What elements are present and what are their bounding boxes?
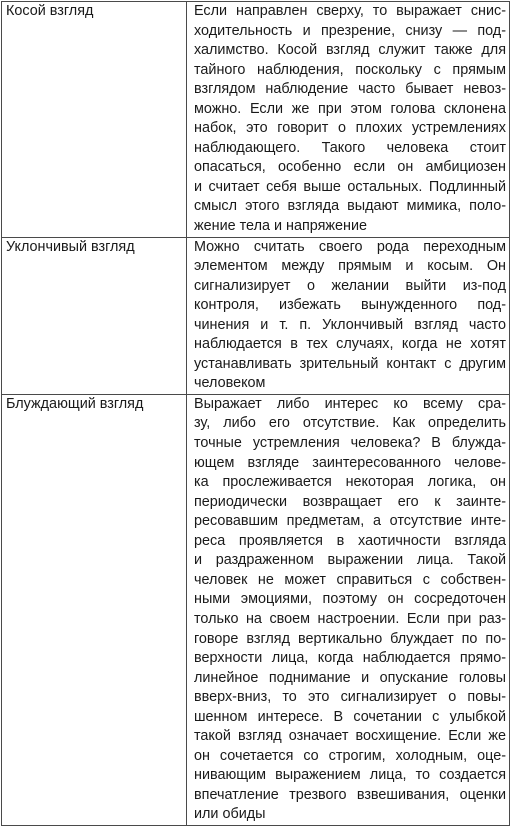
description-line: халимство. Косой взгляд служит также для <box>194 42 506 59</box>
table-row <box>2 2 510 238</box>
description-line: нивающим выражением лица, то создается <box>194 767 506 784</box>
description-line: или обиды <box>194 806 266 823</box>
description-line: верхности лица, когда наблюдается прямо- <box>194 650 506 667</box>
gaze-types-table <box>1 1 510 826</box>
description-line: контроля, избежать вынужденного под- <box>194 297 506 314</box>
description-line: реса проявляется в хаотичности взгляда <box>194 532 506 549</box>
description-line: жение тела и напряжение <box>194 218 368 235</box>
description-line: ющем взгляде заинтересованного челове- <box>194 454 506 471</box>
description-line: впечатление трезвого взвешивания, оценки <box>194 786 506 803</box>
description-line: устанавливать зрительный контакт с другим <box>194 355 506 372</box>
gaze-type-description <box>187 394 510 825</box>
description-line: только на своем настроении. Если при раз- <box>194 610 506 627</box>
description-line: периодически возвращает его к заинте- <box>194 493 506 510</box>
description-line: линейное поднимание и опускание головы <box>194 669 506 686</box>
description-line: Если направлен сверху, то выражает снис- <box>194 3 506 19</box>
description-line: набок, это говорит о плохих устремлениях <box>194 120 506 137</box>
gaze-type-description <box>187 237 510 394</box>
description-line: такой взгляд означает восхищение. Если же <box>194 728 506 745</box>
table-row <box>2 237 510 394</box>
description-line: чинения и т. п. Уклончивый взгляд часто <box>194 316 506 333</box>
description-line: наблюдается в тех случаях, когда не хотят <box>194 336 506 353</box>
description-line: смысл этого взгляда выдают мимика, поло- <box>194 198 506 215</box>
description-line: ными эмоциями, поэтому он сосредоточен <box>194 591 506 608</box>
gaze-type-term: Косой взгляд <box>2 2 187 238</box>
gaze-type-term: Блуждающий взгляд <box>2 394 187 825</box>
description-line: ка прослеживается некоторая логика, он <box>194 474 506 491</box>
table-row <box>2 394 510 825</box>
description-line: Выражает либо интерес ко всему сра- <box>194 395 506 412</box>
description-line: и раздраженном выражении лица. Такой <box>194 552 506 569</box>
description-line: вверх-вниз, то это сигнализирует о повы- <box>194 689 506 706</box>
gaze-type-description <box>187 2 510 238</box>
description-line: наблюдающего. Такого человека стоит <box>194 139 506 156</box>
description-line: сигнализирует о желании выйти из-под <box>194 277 506 294</box>
description-line: человек не может справиться с собствен- <box>194 571 506 588</box>
description-line: элементом между прямым и косым. Он <box>194 258 506 275</box>
description-line: и считает себя выше остальных. Подлинный <box>194 178 506 195</box>
description-line: Можно считать своего рода переходным <box>194 238 506 255</box>
gaze-type-term: Уклончивый взгляд <box>2 237 187 394</box>
description-line: точные устремления человека? В блужда- <box>194 435 506 452</box>
description-line: ходительность и презрение, снизу — под- <box>194 22 506 39</box>
description-line: можно. Если же при этом голова склонена <box>194 100 506 117</box>
description-line: он сочетается со строгим, холодным, оце- <box>194 747 506 764</box>
description-line: зу, либо его отсутствие. Как определить <box>194 415 506 432</box>
description-line: ресовавшим предметам, а отсутствие инте- <box>194 513 506 530</box>
description-line: говоре взгляд вертикально блуждает по по- <box>194 630 506 647</box>
description-line: человеком <box>194 375 266 392</box>
description-line: тайного наблюдения, поскольку с прямым <box>194 61 506 78</box>
description-line: опасаться, особенно если он амбициозен <box>194 159 506 176</box>
description-line: взглядом наблюдение часто бывает невоз- <box>194 81 506 98</box>
description-line: шенном интересе. В сочетании с улыбкой <box>194 708 506 725</box>
table-body <box>2 2 510 826</box>
